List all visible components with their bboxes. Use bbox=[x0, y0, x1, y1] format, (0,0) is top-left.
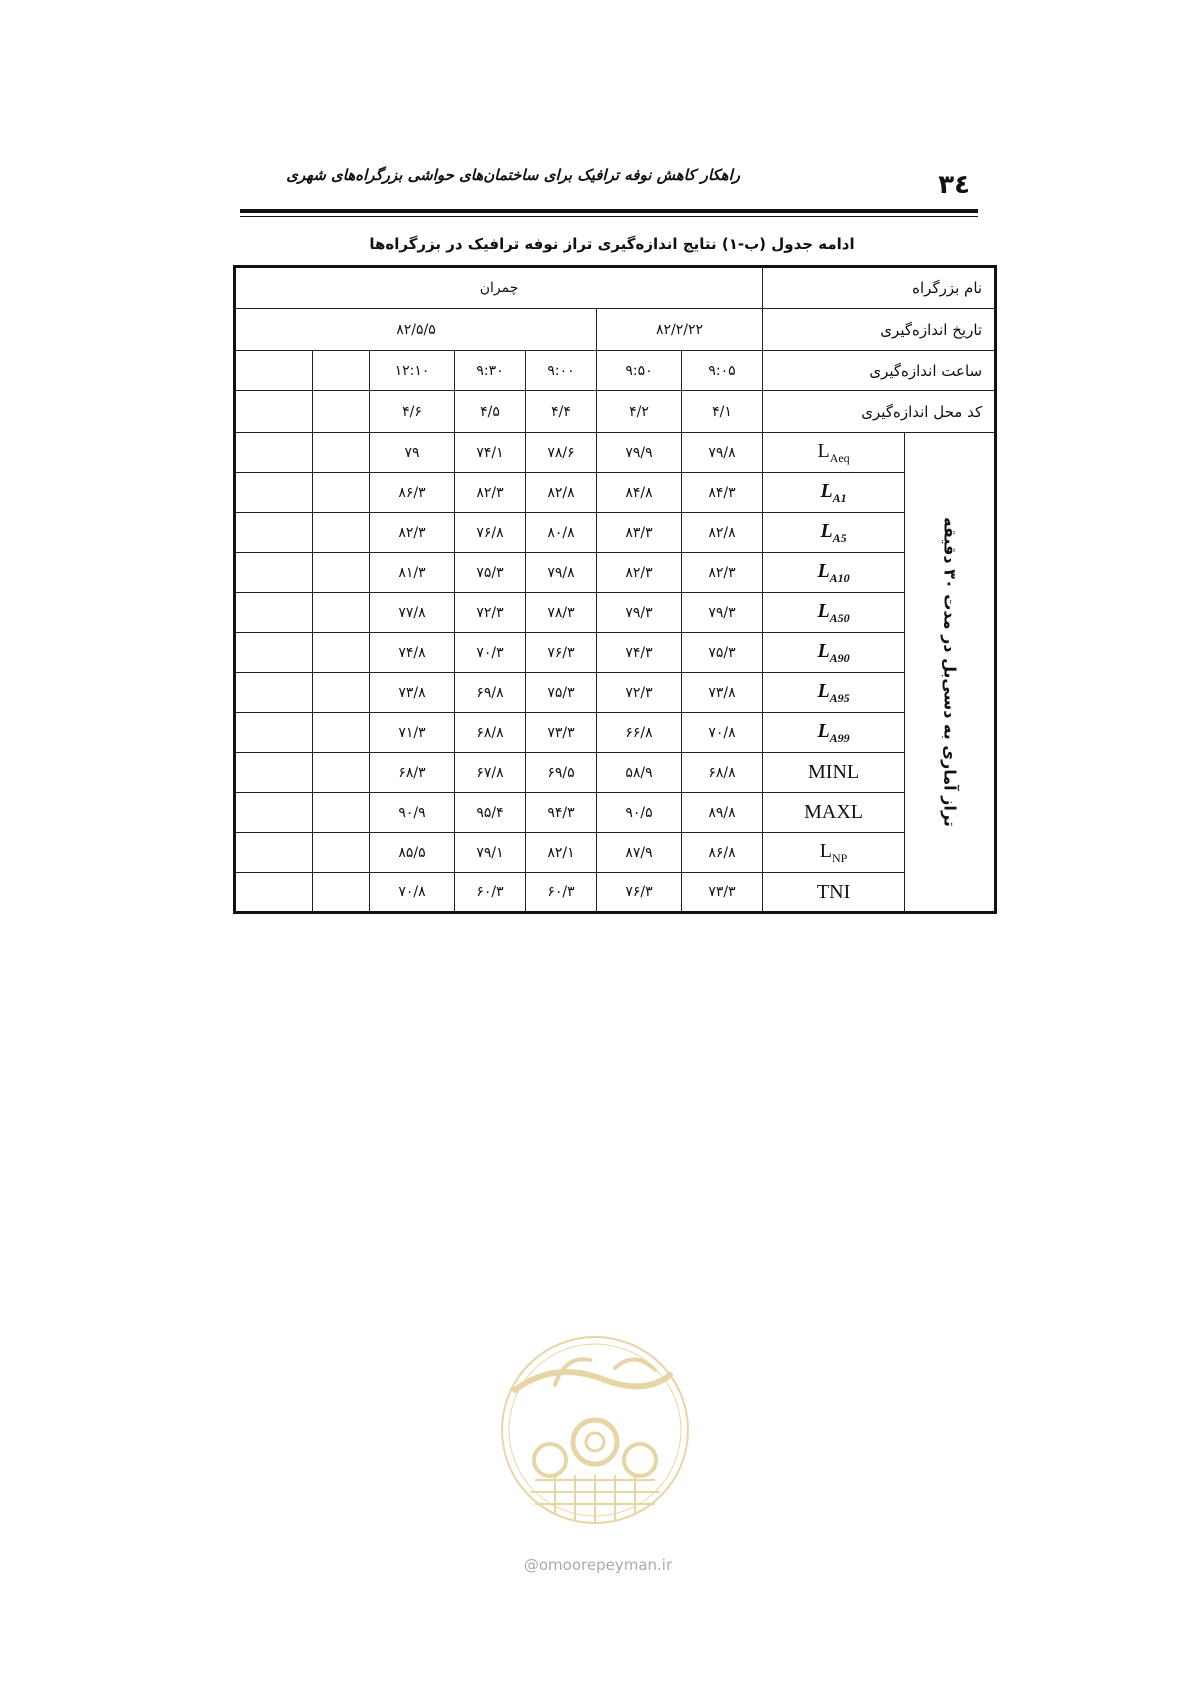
value-cell: ۶۹/۸ bbox=[455, 673, 526, 713]
metric-label bbox=[763, 753, 905, 793]
value-cell: ۷۶/۳ bbox=[526, 633, 597, 673]
value-cell: ۷۹/۱ bbox=[455, 833, 526, 873]
value-cell bbox=[313, 433, 370, 473]
metric-row-laeq bbox=[235, 433, 996, 473]
metric-subscript: A90 bbox=[829, 650, 850, 665]
code-cell: ۴/۲ bbox=[597, 391, 682, 433]
metric-row-la50 bbox=[235, 593, 996, 633]
metric-row-la5 bbox=[235, 513, 996, 553]
time-cell: ۹:۰۰ bbox=[526, 351, 597, 391]
page-number: ۳٤ bbox=[938, 170, 970, 200]
metric-label bbox=[763, 713, 905, 753]
time-cell: ۱۲:۱۰ bbox=[370, 351, 455, 391]
highway-name: چمران bbox=[235, 267, 763, 309]
code-row bbox=[235, 391, 996, 433]
metric-subscript: A10 bbox=[829, 570, 850, 585]
date-cell: ۸۲/۲/۲۲ bbox=[597, 309, 763, 351]
value-cell: ۸۲/۱ bbox=[526, 833, 597, 873]
metric-label bbox=[763, 793, 905, 833]
time-cell: ۹:۰۵ bbox=[682, 351, 763, 391]
metric-row-la99 bbox=[235, 713, 996, 753]
value-cell: ۷۵/۳ bbox=[526, 673, 597, 713]
value-cell bbox=[313, 713, 370, 753]
metric-symbol: L bbox=[820, 479, 833, 502]
value-cell: ۸۴/۳ bbox=[682, 473, 763, 513]
value-cell: ۷۶/۳ bbox=[597, 873, 682, 913]
code-label: کد محل اندازه‌گیری bbox=[763, 391, 996, 433]
value-cell bbox=[313, 833, 370, 873]
value-cell: ۷۰/۳ bbox=[455, 633, 526, 673]
table-caption: ادامه جدول (ب-۱) نتایج اندازه‌گیری تراز نوفه ترافیک در بزرگراه‌ها bbox=[369, 235, 855, 253]
value-cell: ۷۱/۳ bbox=[370, 713, 455, 753]
value-cell bbox=[235, 753, 313, 793]
value-cell: ۶۹/۵ bbox=[526, 753, 597, 793]
metric-subscript: A95 bbox=[829, 690, 850, 705]
value-cell bbox=[235, 433, 313, 473]
time-row bbox=[235, 351, 996, 391]
value-cell bbox=[235, 793, 313, 833]
metric-symbol: TNI bbox=[816, 880, 851, 903]
time-label: ساعت اندازه‌گیری bbox=[763, 351, 996, 391]
value-cell bbox=[235, 833, 313, 873]
metric-label bbox=[763, 873, 905, 913]
value-cell bbox=[313, 873, 370, 913]
running-header-title: راهکار کاهش نوفه ترافیک برای ساختمان‌های حواشی بزرگراه‌های شهری bbox=[286, 166, 740, 184]
value-cell: ۶۸/۸ bbox=[682, 753, 763, 793]
value-cell: ۷۹/۸ bbox=[682, 433, 763, 473]
value-cell: ۸۰/۸ bbox=[526, 513, 597, 553]
value-cell: ۸۲/۸ bbox=[682, 513, 763, 553]
value-cell: ۹۴/۳ bbox=[526, 793, 597, 833]
value-cell: ۷۳/۳ bbox=[682, 873, 763, 913]
value-cell: ۸۶/۸ bbox=[682, 833, 763, 873]
metric-row-maxl bbox=[235, 793, 996, 833]
metric-symbol: MINL bbox=[808, 761, 860, 783]
group-label: تراز آماری به دسی‌بل در مدت ۳۰ دقیقه bbox=[940, 517, 960, 827]
value-cell: ۷۲/۳ bbox=[455, 593, 526, 633]
code-cell: ۴/۱ bbox=[682, 391, 763, 433]
value-cell bbox=[313, 753, 370, 793]
code-cell: ۴/۴ bbox=[526, 391, 597, 433]
value-cell: ۷۴/۳ bbox=[597, 633, 682, 673]
value-cell bbox=[235, 593, 313, 633]
metric-row-la90 bbox=[235, 633, 996, 673]
value-cell bbox=[313, 793, 370, 833]
value-cell: ۷۹/۹ bbox=[597, 433, 682, 473]
value-cell: ۷۳/۳ bbox=[526, 713, 597, 753]
metric-label bbox=[763, 473, 905, 513]
value-cell bbox=[313, 473, 370, 513]
metric-label bbox=[763, 553, 905, 593]
value-cell bbox=[235, 513, 313, 553]
metric-row-minl bbox=[235, 753, 996, 793]
value-cell: ۸۱/۳ bbox=[370, 553, 455, 593]
metric-label bbox=[763, 513, 905, 553]
metric-symbol: MAXL bbox=[804, 801, 864, 823]
value-cell: ۸۲/۸ bbox=[526, 473, 597, 513]
value-cell: ۷۷/۸ bbox=[370, 593, 455, 633]
metric-row-lnp bbox=[235, 833, 996, 873]
code-cell bbox=[235, 391, 313, 433]
metric-row-la10 bbox=[235, 553, 996, 593]
highway-row bbox=[235, 267, 996, 309]
watermark-logo bbox=[495, 1330, 695, 1530]
code-cell: ۴/۶ bbox=[370, 391, 455, 433]
metric-symbol: L bbox=[817, 639, 830, 662]
value-cell bbox=[235, 473, 313, 513]
value-cell: ۷۵/۳ bbox=[682, 633, 763, 673]
value-cell: ۸۲/۳ bbox=[682, 553, 763, 593]
date-row bbox=[235, 309, 996, 351]
value-cell: ۶۰/۳ bbox=[455, 873, 526, 913]
header-rule-thick bbox=[240, 209, 978, 213]
watermark-url: @omoorepeyman.ir bbox=[523, 1556, 673, 1574]
value-cell bbox=[235, 873, 313, 913]
metric-symbol: L bbox=[817, 719, 830, 742]
metric-symbol: L bbox=[817, 559, 830, 582]
metric-subscript: A5 bbox=[832, 530, 847, 545]
value-cell: ۷۰/۸ bbox=[682, 713, 763, 753]
time-cell bbox=[235, 351, 313, 391]
value-cell: ۷۴/۱ bbox=[455, 433, 526, 473]
value-cell bbox=[235, 673, 313, 713]
value-cell: ۷۲/۳ bbox=[597, 673, 682, 713]
noise-measurement-table bbox=[233, 265, 997, 914]
value-cell bbox=[313, 513, 370, 553]
value-cell: ۵۸/۹ bbox=[597, 753, 682, 793]
value-cell: ۸۲/۳ bbox=[370, 513, 455, 553]
highway-label: نام بزرگراه bbox=[763, 267, 996, 309]
value-cell: ۸۲/۳ bbox=[455, 473, 526, 513]
value-cell: ۷۶/۸ bbox=[455, 513, 526, 553]
value-cell: ۷۹ bbox=[370, 433, 455, 473]
metric-subscript: NP bbox=[832, 850, 848, 865]
value-cell: ۹۰/۹ bbox=[370, 793, 455, 833]
metric-label bbox=[763, 593, 905, 633]
metric-subscript: Aeq bbox=[829, 450, 850, 465]
value-cell: ۷۴/۸ bbox=[370, 633, 455, 673]
value-cell bbox=[313, 633, 370, 673]
metric-row-tni bbox=[235, 873, 996, 913]
value-cell: ۶۸/۸ bbox=[455, 713, 526, 753]
metric-row-la95 bbox=[235, 673, 996, 713]
value-cell: ۸۵/۵ bbox=[370, 833, 455, 873]
metric-subscript: A1 bbox=[832, 490, 847, 505]
value-cell: ۷۰/۸ bbox=[370, 873, 455, 913]
metric-row-la1 bbox=[235, 473, 996, 513]
value-cell bbox=[235, 713, 313, 753]
metric-symbol: L bbox=[817, 679, 830, 702]
code-cell: ۴/۵ bbox=[455, 391, 526, 433]
metric-symbol: L bbox=[817, 599, 830, 622]
time-cell bbox=[313, 351, 370, 391]
metric-label bbox=[763, 673, 905, 713]
value-cell: ۹۵/۴ bbox=[455, 793, 526, 833]
value-cell: ۷۹/۳ bbox=[597, 593, 682, 633]
date-label: تاریخ اندازه‌گیری bbox=[763, 309, 996, 351]
value-cell: ۸۹/۸ bbox=[682, 793, 763, 833]
metric-subscript: A99 bbox=[829, 730, 850, 745]
value-cell: ۷۵/۳ bbox=[455, 553, 526, 593]
value-cell: ۹۰/۵ bbox=[597, 793, 682, 833]
metric-label bbox=[763, 833, 905, 873]
value-cell: ۶۸/۳ bbox=[370, 753, 455, 793]
metric-symbol: L bbox=[817, 439, 830, 462]
code-cell bbox=[313, 391, 370, 433]
metric-symbol: L bbox=[819, 839, 833, 862]
header-rule-thin bbox=[240, 216, 978, 217]
value-cell bbox=[235, 553, 313, 593]
value-cell: ۸۲/۳ bbox=[597, 553, 682, 593]
value-cell: ۸۴/۸ bbox=[597, 473, 682, 513]
time-cell: ۹:۳۰ bbox=[455, 351, 526, 391]
value-cell: ۷۸/۳ bbox=[526, 593, 597, 633]
value-cell bbox=[313, 553, 370, 593]
value-cell bbox=[313, 593, 370, 633]
time-cell: ۹:۵۰ bbox=[597, 351, 682, 391]
value-cell: ۸۳/۳ bbox=[597, 513, 682, 553]
value-cell: ۶۶/۸ bbox=[597, 713, 682, 753]
metric-label bbox=[763, 433, 905, 473]
metric-subscript: A50 bbox=[829, 610, 850, 625]
value-cell bbox=[313, 673, 370, 713]
value-cell: ۶۷/۸ bbox=[455, 753, 526, 793]
value-cell: ۷۸/۶ bbox=[526, 433, 597, 473]
value-cell bbox=[235, 633, 313, 673]
value-cell: ۷۳/۸ bbox=[370, 673, 455, 713]
value-cell: ۷۹/۸ bbox=[526, 553, 597, 593]
value-cell: ۷۹/۳ bbox=[682, 593, 763, 633]
metric-symbol: L bbox=[820, 519, 833, 542]
value-cell: ۶۰/۳ bbox=[526, 873, 597, 913]
value-cell: ۸۷/۹ bbox=[597, 833, 682, 873]
date-cell: ۸۲/۵/۵ bbox=[235, 309, 597, 351]
value-cell: ۸۶/۳ bbox=[370, 473, 455, 513]
group-label-cell bbox=[905, 433, 996, 913]
metric-label bbox=[763, 633, 905, 673]
value-cell: ۷۳/۸ bbox=[682, 673, 763, 713]
